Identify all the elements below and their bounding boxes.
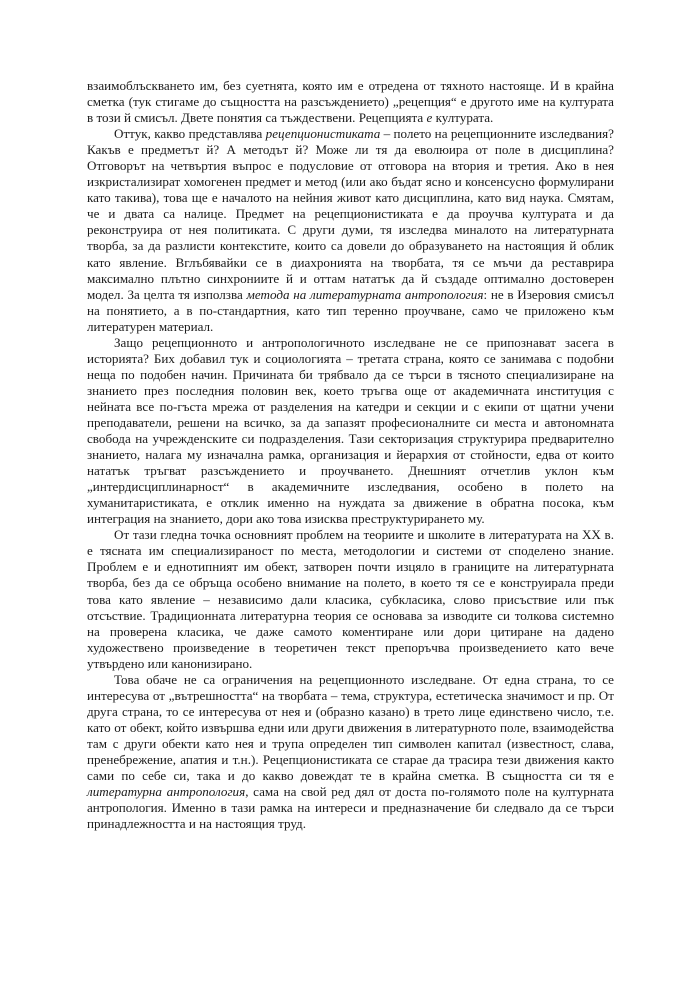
paragraph-5 [87, 672, 614, 832]
text-run: : не в Изеровия смисъл на понятието, а в по-стандартния, като тип теренно проучване, само че приложено към литературен материал. [87, 286, 615, 334]
paragraph-1 [87, 78, 614, 126]
paragraph-4 [87, 527, 614, 671]
emphasis-text: е [426, 110, 433, 126]
emphasis-text: рецепционистиката [265, 126, 381, 142]
text-run: От тази гледна точка основният проблем на теориите и школите в литературата на ХХ в. е тясната им специализираност по места, методологии и системи от споделено знание. Проблем е и еднотипният им обект, затворен почти изцяло в границите на литературната творба, без да се обръща особено внимание на полето, в което тя се е конструирала преди това като явление – независимо дали класика, субкласика, слово присъствие или пък отсъствие. Традиционната литературна теория се основава за изводите си толкова системно на проверена класика, че даже самото коментиране или дори цитиране на дадено художествено произведение в теоретичен текст препоръчва произведението като вече утвърдено или канонизирано. [87, 527, 614, 671]
text-run: Защо рецепционното и антропологичното изследване не се припознават засега в историята? Бих добавил тук и социологията – третата страна, която се занимава с подобни неща по подобен начин. Причината би трябвало да се търси в тясното специализиране на знанието през последния половин век, което тръгва още от академичната институция с нейната все по-гъста мрежа от разделения на катедри и секции и с екипи от щатни учени преподаватели, решени на всичко, за да запазят професионалните си места и автономната свобода на учрежденските си подразделения. Тази секторизация структурира предварително знанието, налага му изначална рамка, организация и йерархия от стойности, едва от които нататък тръгват разсъждението и проучването. Днешният отчетлив уклон към „интердисциплинарност“ в академичните изследвания, особено в полето на хуманитаристиката, е отклик именно на нуждата за движение в обратна посока, към интеграция на знанието, дори ако това изисква преструктурирането му. [87, 334, 614, 527]
emphasis-text: метода на литературната антропология [246, 286, 484, 302]
paragraph-3 [87, 335, 614, 528]
document-page [87, 78, 614, 832]
text-run: Това обаче не са ограничения на рецепционното изследване. От една страна, то се интересува от „вътрешността“ на творбата – тема, структура, естетическа значимост и пр. От друга страна, то се интересува от нея и (образно казано) в трето лице единствено число, т.е. като от обект, който извършва едни или други движения в литературното поле, взаимодейства там с други обекти като нея и трупа определен тип символен капитал (известност, слава, пренебрежение, апатия и т.н.). Рецепционистиката се старае да трасира тези движения както сами по себе си, така и до какво довеждат те в крайна сметка. В същността си тя е [87, 671, 614, 784]
text-run: – полето на рецепционните изследвания? Какъв е предметът й? А методът й? Може ли тя да еволюира от поле в дисциплина? Отговорът на четвъртия въпрос е подусловие от отговора на втория и третия. Ако в нея изкристализират хомогенен предмет и метод (или ако бъдат ясно и консенсусно формулирани като такива), това ще е началото на нейния живот като дисциплина, като вид наука. Смятам, че и двата са налице. Предмет на рецепционистиката е да проучва културата и да реконструира от нея политиката. С други думи, тя изследва миналото на литературната творба, за да разлисти контекстите, които са довели до образуването на настоящия й облик като явление. Вглъбявайки се в диахронията на творбата, тя се мъчи да реставрира максимално плътно синхрониите й и оттам нататък да й създаде оптимално достоверен модел. За целта тя използва [87, 126, 614, 302]
text-run: , сама на свой ред дял от доста по-голямото поле на културната антропология. Именно в тази рамка на интереси и предназначение би следвало да се търси принадлежността и на настоящия труд. [87, 784, 614, 832]
text-run: взаимоблъскването им, без суетнята, която им е отредена от тяхното настояще. И в крайна сметка (тук стигаме до същността на разсъждението) „рецепция“ е другото име на културата в този й смисъл. Двете понятия са тъждествени. Рецепцията [87, 78, 614, 126]
text-run: Оттук, какво представлява [114, 126, 266, 142]
text-run: културата. [432, 110, 494, 126]
emphasis-text: литературна антропология [87, 784, 246, 800]
paragraph-2 [87, 126, 614, 335]
